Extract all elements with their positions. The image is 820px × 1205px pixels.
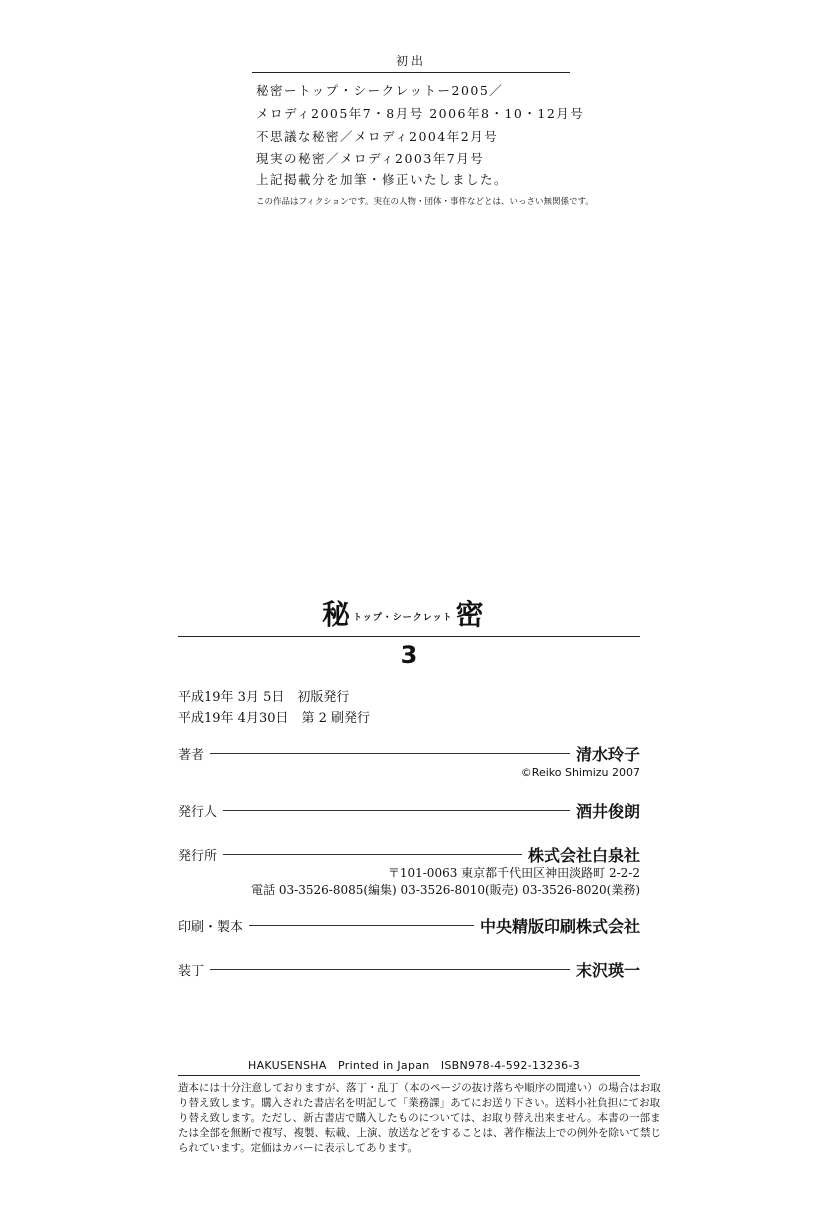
source-line: 秘密ートップ・シークレットー2005／	[256, 83, 504, 98]
copyright: ©Reiko Shimizu 2007	[520, 766, 640, 779]
source-line: 不思議な秘密／メロディ2004年2月号	[256, 129, 499, 144]
notice-line: り替え致します。購入された書店名を明記して「業務課」あてにお送り下さい。送料小社負担にてお取	[178, 1097, 661, 1109]
notice-line: 造本には十分注意しておりますが、落丁・乱丁（本のページの抜け落ちや順序の間違い）の場合はお取	[178, 1082, 661, 1094]
source-line: 現実の秘密／メロディ2003年7月号	[256, 151, 485, 166]
source-line: メロディ2005年7・8月号 2006年8・10・12月号	[256, 106, 585, 121]
publisher-row	[178, 843, 640, 866]
publisher-person-name: 酒井俊朗	[575, 802, 640, 821]
leader-line	[249, 925, 474, 926]
notice-rule	[178, 1075, 640, 1076]
title-kanji-hi: 秘	[322, 598, 351, 631]
designer-row	[178, 958, 640, 981]
title-kanji-mitsu: 密	[455, 598, 484, 631]
publisher-address: 〒101-0063 東京都千代田区神田淡路町 2-2-2	[387, 866, 640, 880]
title-ruby: トップ・シークレット	[353, 613, 453, 623]
notice-line: たは全部を無断で複写、複製、転載、上演、放送などをすることは、著作権法上での例外を除いて禁じ	[178, 1127, 661, 1139]
second-printing-date: 平成19年 4月30日 第 2 刷発行	[178, 711, 371, 726]
publisher-label: 発行所	[178, 849, 218, 864]
notice-line: られています。定価はカバーに表示してあります。	[178, 1142, 418, 1154]
volume-number: 3	[400, 641, 418, 669]
first-edition-date: 平成19年 3月 5日 初版発行	[178, 690, 350, 705]
designer-name: 末沢瑛一	[575, 961, 640, 980]
first-appearance-title: 初出	[395, 54, 426, 68]
publisher-name: 株式会社白泉社	[527, 846, 640, 865]
printer-name: 中央精版印刷株式会社	[479, 917, 640, 936]
leader-line	[210, 969, 570, 970]
author-label: 著者	[178, 748, 205, 763]
notice-block	[178, 1081, 661, 1156]
fiction-disclaimer: この作品はフィクションです。実在の人物・団体・事件などとは、いっさい無関係です。	[256, 197, 594, 207]
printer-label: 印刷・製本	[178, 920, 244, 935]
publisher-person-row	[178, 799, 640, 822]
first-appearance-rule	[252, 72, 570, 73]
publisher-phones: 電話 03-3526-8085(編集) 03-3526-8010(販売) 03-3526-8020(業務)	[251, 883, 640, 897]
isbn-line: HAKUSENSHA Printed in Japan ISBN978-4-592-13236-3	[248, 1059, 581, 1072]
leader-line	[223, 810, 570, 811]
designer-label: 装丁	[178, 964, 205, 979]
author-row	[178, 742, 640, 765]
leader-line	[223, 854, 522, 855]
book-title	[322, 593, 484, 633]
author-name: 清水玲子	[575, 745, 640, 764]
source-line: 上記掲載分を加筆・修正いたしました。	[256, 172, 509, 187]
printer-row	[178, 914, 640, 937]
notice-line: り替え致します。ただし、新古書店で購入したものについては、お取り替え出来ません。本書の一部ま	[178, 1112, 661, 1124]
publisher-person-label: 発行人	[178, 805, 218, 820]
title-rule	[178, 636, 640, 637]
leader-line	[210, 753, 570, 754]
